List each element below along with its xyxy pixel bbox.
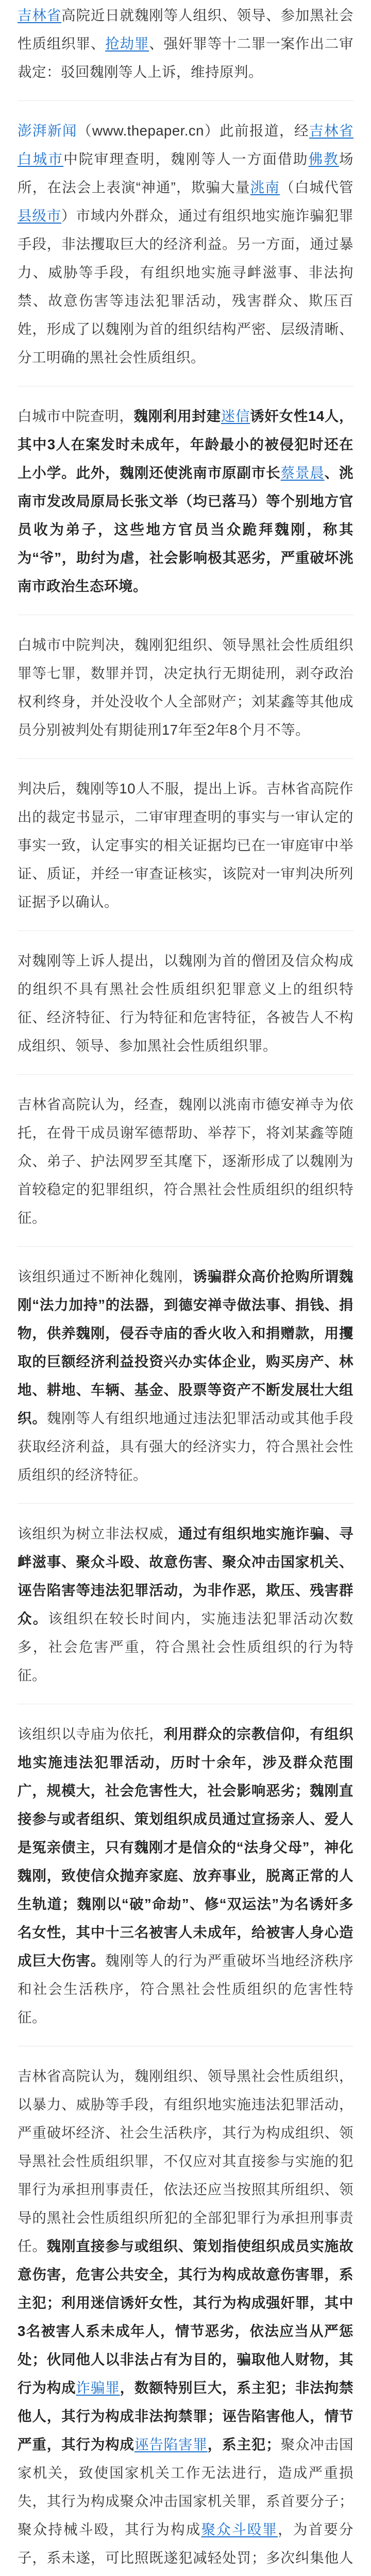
keyword-link[interactable]: 抢劫罪	[105, 36, 149, 52]
paragraph-2	[18, 116, 353, 371]
body-text: 该组织为树立非法权威，	[18, 1526, 178, 1541]
paragraph-5	[18, 774, 353, 916]
body-text: 判决后，魏刚等10人不服，提出上诉。吉林省高院作出的裁定书显示，二审审理查明的事实与一审认定的事实一致，认定事实的相关证据均已在一审庭审中举证、质证，并经一审查证核实，该院对一审判决所列证据予以确认。	[18, 781, 353, 910]
source-link[interactable]: 澎湃新闻	[18, 123, 78, 139]
divider	[18, 1074, 353, 1075]
bold-text: 通过有组织地实施诈骗、寻衅滋事、聚众斗殴、故意伤害、聚众冲击国家机关、诬告陷害等违法犯罪活动，为非作恶，欺压、残害群众。	[18, 1526, 353, 1626]
body-text: 对魏刚等上诉人提出，以魏刚为首的僧团及信众构成的组织不具有黑社会性质组织犯罪意义上的组织特征、经济特征、行为特征和危害特征，各被告人不构成组织、领导、参加黑社会性质组织罪。	[18, 953, 353, 1054]
keyword-link[interactable]: 诬告陷害罪	[134, 2436, 208, 2452]
bold-text: ，系主犯；	[207, 2436, 281, 2452]
keyword-link[interactable]: 迷信	[221, 408, 250, 424]
keyword-link[interactable]: 佛教	[308, 151, 340, 167]
bold-text: 魏刚直接参与或者组织、策划组织成员通过宣扬亲人、爱人是冤亲债主，只有魏刚才是信众的“法身父母”，神化魏刚，致使信众抛弃家庭、放弃事业，脱离正常的人生轨道；魏刚以“破”命劫”、修“双运法”为名诱奸多名女性，其中十三名被害人未成年，给被害人身心造成巨大伤害。	[18, 1783, 354, 1969]
body-text: 白城市中院查明，	[18, 408, 134, 424]
body-text: ，为首要分子，系未遂，可比照既遂犯减轻处罚；多次纠集他人	[18, 2521, 354, 2566]
body-text: ）市域内外群众，通过有组织地实施诈骗犯罪手段，非法攫取巨大的经济利益。另一方面，通过暴力、威胁等手段，有组织地实施寻衅滋事、非法拘禁、故意伤害等违法犯罪活动，残害群众、欺压百姓，形成了以魏刚为首的组织结构严密、层级清晰、分工明确的黑社会性质组织。	[18, 208, 354, 365]
keyword-link[interactable]: 聚众斗殴罪	[201, 2521, 278, 2537]
paragraph-3	[18, 402, 353, 600]
bold-text: 魏刚直接参与或组织、策划指使组织成员实施故意伤害，危害公共安全，其行为构成故意伤害罪，系主犯；利用迷信诱奸女性，其行为构成强奸罪，其中3名被害人系未成年人，情节恶劣，依法应当从严惩处；伙同他人以非法占有为目的，骗取他人财物，其行为构成	[18, 2238, 354, 2396]
body-text: 魏刚等人的行为严重破坏当地经济秩序和社会生活秩序，符合黑社会性质组织的危害性特征。	[18, 1953, 354, 2025]
paragraph-1	[18, 0, 353, 86]
bold-text: 、洮南市发改局原局长张文举（均已落马）等个别地方官员收为弟子，这些地方官员当众跪拜魏刚，称其为“爷”，助纣为虐，社会影响极其恶劣，严重破坏洮南市政治生态环境。	[18, 465, 354, 594]
paragraph-10	[18, 1720, 353, 2031]
paragraph-4	[18, 631, 353, 744]
paragraph-8	[18, 1262, 353, 1489]
keyword-link[interactable]: 洮南	[250, 179, 280, 195]
body-text: 高院近日就魏刚等人组织、领导、参加黑社会性质组织罪、	[18, 7, 354, 52]
body-text: 、强奸罪等十二罪一案作出二审裁定：驳回魏刚等人上诉，维持原判。	[18, 36, 354, 80]
keyword-link[interactable]: 县级市	[18, 208, 62, 224]
paragraph-6	[18, 946, 353, 1060]
body-text: 该组织在较长时间内，实施违法犯罪活动次数多，社会危害严重，符合黑社会性质组织的行为特征。	[18, 1611, 354, 1683]
body-text: 魏刚等人有组织地通过违法犯罪活动或其他手段获取经济利益，具有强大的经济实力，符合黑社会性质组织的经济特征。	[18, 1410, 354, 1483]
body-text: （www.thepaper.cn）此前报道，经	[77, 123, 310, 139]
divider	[18, 1246, 353, 1247]
body-text: 白城市中院判决，魏刚犯组织、领导黑社会性质组织罪等七罪，数罪并罚，决定执行无期徒刑，剥夺政治权利终身，并处没收个人全部财产；刘某鑫等其他成员分别被判处有期徒刑17年至2年8个月不等。	[18, 637, 353, 738]
paragraph-9	[18, 1519, 353, 1689]
paragraph-7	[18, 1090, 353, 1232]
divider	[18, 930, 353, 931]
body-text: 吉林省高院认为，魏刚组织、领导黑社会性质组织，以暴力、威胁等手段，有组织地实施违法犯罪活动，严重破坏经济、社会生活秩序，其行为构成组织、领导黑社会性质组织罪，不仅应对其直接参与实施的犯罪行为承担刑事责任，依法还应当按照其所组织、领导的黑社会性质组织所犯的全部犯罪行为承担刑事责任。	[18, 2068, 353, 2254]
bold-text: 诱骗群众高价抢购所谓魏刚“法力加持”的法器，到德安禅寺做法事、捐钱、捐物，供养魏刚，侵吞寺庙的香火收入和捐赠款，用攫取的巨额经济利益投资兴办实体企业，购买房产、林地、耕地、车辆、基金、股票等资产不断发展壮大组织。	[18, 1268, 354, 1426]
divider	[18, 100, 353, 101]
body-text: （白城代管	[280, 179, 353, 195]
bold-text: 魏刚利用封建	[133, 408, 221, 424]
body-text: 场所，在法会上表演“神通”，欺骗大量	[18, 151, 354, 195]
bold-text: 诱奸女性14人，其中3人在案发时未成年，年龄最小的被侵犯时还在上小学。此外，魏刚还使洮南市原副市长	[18, 408, 354, 481]
paragraph-11	[18, 2062, 353, 2576]
keyword-link[interactable]: 诈骗罪	[76, 2380, 120, 2396]
body-text: 吉林省高院认为，经查，魏刚以洮南市德安禅寺为依托，在骨干成员谢军德帮助、举荐下，将刘某鑫等随众、弟子、护法网罗至其麾下，逐渐形成了以魏刚为首较稳定的犯罪组织，符合黑社会性质组织的组织特征。	[18, 1096, 353, 1226]
divider	[18, 1503, 353, 1504]
keyword-link[interactable]: 吉林省	[18, 7, 62, 23]
keyword-link[interactable]: 蔡景晨	[280, 465, 325, 481]
keyword-link[interactable]: 吉林省	[309, 123, 354, 139]
divider	[18, 758, 353, 759]
body-text: 该组织以寺庙为依托，	[18, 1726, 164, 1742]
body-text: 该组织通过不断神化魏刚，	[18, 1268, 193, 1284]
body-text: 中院审理查明，魏刚等人一方面借助	[63, 151, 309, 167]
bold-text: ，数额特别巨大，系主犯；非法拘禁他人，其行为构成非法拘禁罪；诬告陷害他人，情节严重，其行为构成	[18, 2380, 354, 2452]
body-text: 聚众冲击国家机关，致使国家机关工作无法进行，造成严重损失，其行为构成聚众冲击国家机关罪，系首要分子；聚众持械斗殴，其行为构成	[18, 2436, 354, 2537]
keyword-link[interactable]: 白城市	[18, 151, 64, 167]
bold-text: 利用群众的宗教信仰，有组织地实施违法犯罪活动，历时十余年，涉及群众范围广，规模大，社会危害性大，社会影响恶劣；	[18, 1726, 354, 1799]
